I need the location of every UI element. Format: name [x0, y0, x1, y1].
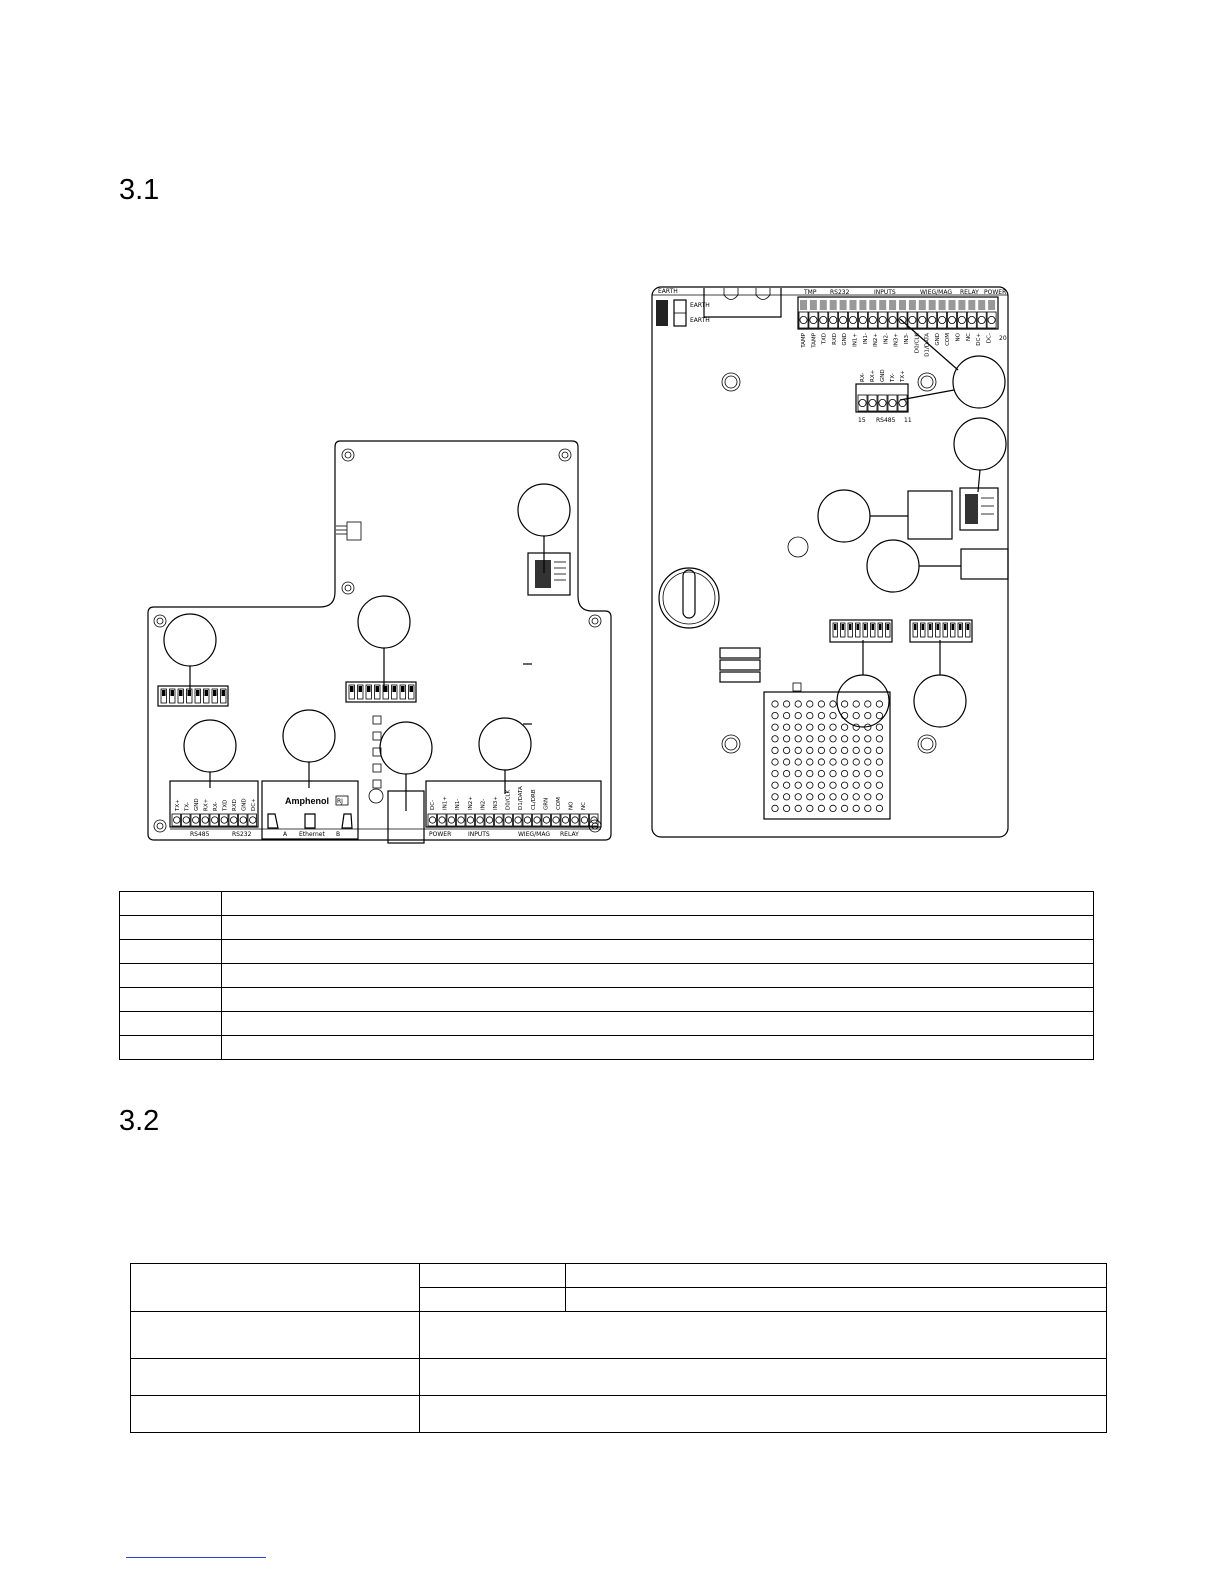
- terminal-label: GND: [934, 333, 941, 346]
- terminal-label: D1/DATA: [518, 786, 525, 810]
- svg-text:POWER: POWER: [984, 289, 1007, 296]
- right-board-holes: [722, 373, 936, 753]
- top-group-header: [652, 288, 1008, 296]
- terminal-label: DC+: [250, 798, 257, 811]
- terminal-label: TXD: [821, 333, 828, 345]
- terminal-label: NC: [965, 333, 972, 341]
- table-cell: [566, 1288, 1107, 1312]
- table-3-1: [119, 891, 1094, 1060]
- led-matrix: [764, 683, 890, 819]
- terminal-label: DC+: [976, 333, 983, 346]
- table-cell: [222, 1012, 1094, 1036]
- table-cell: [222, 940, 1094, 964]
- terminal-label: DC-: [986, 333, 993, 344]
- right-board-outline: [652, 287, 1008, 837]
- svg-text:TMP: TMP: [804, 289, 817, 296]
- terminal-label: RXD: [831, 333, 838, 345]
- svg-text:RELAY: RELAY: [560, 831, 579, 838]
- table-row: [131, 1359, 1107, 1396]
- table-cell: [120, 1036, 222, 1060]
- svg-text:WIEG/MAG: WIEG/MAG: [518, 831, 550, 838]
- svg-text:20: 20: [999, 335, 1007, 342]
- table-cell: [120, 964, 222, 988]
- svg-text:Ethernet: Ethernet: [299, 831, 325, 838]
- table-cell: [222, 988, 1094, 1012]
- terminal-label: IN1-: [862, 333, 869, 345]
- terminal-label: TX+: [174, 799, 181, 811]
- terminal-label: IN1-: [455, 798, 462, 810]
- table-cell: [420, 1312, 1107, 1359]
- table-row: [120, 1012, 1094, 1036]
- table-cell: [420, 1359, 1107, 1396]
- terminal-label: IN3-: [904, 333, 910, 345]
- svg-text:11: 11: [904, 417, 912, 424]
- table-cell: [120, 1012, 222, 1036]
- table-row: [120, 892, 1094, 916]
- dip-switch-center: [346, 682, 416, 702]
- coin-battery: [659, 568, 719, 628]
- table-cell: [120, 916, 222, 940]
- terminal-label: TAMP: [811, 333, 818, 348]
- svg-text:RJ: RJ: [337, 798, 343, 805]
- svg-text:WIEG/MAG: WIEG/MAG: [920, 289, 952, 296]
- terminal-label: GND: [241, 798, 248, 811]
- table-row: [120, 940, 1094, 964]
- mounting-holes: [154, 449, 601, 832]
- terminal-label: IN3+: [493, 796, 499, 810]
- dip-switch-left: [158, 686, 228, 706]
- svg-text:EARTH: EARTH: [658, 288, 678, 295]
- footer-link-underline[interactable]: [126, 1557, 266, 1559]
- dip-switch-right-a: [830, 620, 892, 642]
- terminal-label: GND: [193, 798, 200, 811]
- table-row: [120, 988, 1094, 1012]
- svg-text:15: 15: [858, 417, 866, 424]
- terminal-label: RX+: [203, 798, 210, 811]
- svg-text:B: B: [336, 831, 341, 838]
- terminal-label: GRN: [543, 797, 550, 810]
- svg-text:RS232: RS232: [830, 289, 850, 296]
- terminal-block-right: [426, 781, 601, 827]
- table-row: [131, 1312, 1107, 1359]
- table-cell: [420, 1396, 1107, 1433]
- svg-text:INPUTS: INPUTS: [468, 831, 490, 838]
- terminal-label: RX+: [870, 369, 876, 382]
- svg-text:RS232: RS232: [232, 831, 252, 838]
- terminal-label: DC-: [430, 799, 436, 810]
- table-cell: [222, 1036, 1094, 1060]
- callout-circles-left: [164, 484, 570, 811]
- table-cell: [120, 940, 222, 964]
- svg-text:EARTH: EARTH: [690, 317, 710, 324]
- section-heading-3-2: 3.2: [119, 1105, 160, 1137]
- amphenol-brand: Amphenol: [285, 796, 329, 806]
- svg-text:RELAY: RELAY: [960, 289, 979, 296]
- terminal-label: NC: [581, 802, 588, 810]
- left-board-drawing: [140, 436, 620, 856]
- svg-text:INPUTS: INPUTS: [874, 289, 896, 296]
- terminal-label: NO: [568, 801, 575, 810]
- terminal-label: IN2-: [883, 333, 890, 345]
- terminal-label: IN1+: [442, 796, 449, 810]
- terminal-label: IN1+: [852, 333, 859, 347]
- table-cell: [120, 892, 222, 916]
- terminal-label: D0/CLK: [914, 333, 921, 354]
- terminal-label: IN2+: [467, 796, 474, 810]
- table-3-2: [130, 1263, 1107, 1433]
- dip-switch-right-b: [910, 620, 972, 642]
- section-heading-3-1: 3.1: [119, 174, 160, 206]
- earth-terminal: [656, 300, 710, 326]
- terminal-label: TX-: [890, 373, 896, 382]
- terminal-label: GND: [842, 333, 849, 346]
- terminal-label: COM: [945, 333, 952, 346]
- table-row: [131, 1264, 1107, 1288]
- table-cell: [420, 1264, 566, 1288]
- terminal-label: IN2+: [873, 333, 880, 347]
- svg-text:POWER: POWER: [429, 831, 452, 838]
- terminal-label: CL/DRB: [530, 789, 537, 810]
- svg-text:RS485: RS485: [190, 831, 210, 838]
- terminal-label: TAMP: [801, 333, 807, 348]
- bottom-group-bar: [170, 829, 601, 838]
- table-cell: [420, 1288, 566, 1312]
- svg-text:A: A: [283, 831, 288, 838]
- svg-text:RS485: RS485: [876, 417, 896, 424]
- terminal-label: RX-: [212, 801, 219, 811]
- terminal-label: GND: [880, 369, 886, 382]
- rs485-terminal: [856, 369, 912, 424]
- terminal-label: D1/DATA: [924, 333, 931, 357]
- terminal-label: RX-: [860, 372, 866, 382]
- table-row: [120, 964, 1094, 988]
- table-row: [120, 1036, 1094, 1060]
- terminal-label: IN2-: [480, 798, 487, 810]
- terminal-label: IN3+: [893, 333, 900, 347]
- terminal-block-left: [170, 781, 258, 827]
- terminal-label: TXD: [222, 799, 229, 811]
- sd-card-slot-right: [960, 488, 998, 530]
- table-cell: [222, 892, 1094, 916]
- terminal-label: RXD: [231, 799, 238, 811]
- table-cell: [566, 1264, 1107, 1288]
- table-cell: [120, 988, 222, 1012]
- side-rails: [720, 648, 760, 682]
- table-cell: [222, 916, 1094, 940]
- top-terminal-strip: [798, 297, 1007, 357]
- table-cell: [131, 1396, 420, 1433]
- table-cell: [131, 1359, 420, 1396]
- terminal-label: D0/CLK: [505, 789, 512, 810]
- terminal-label: NO: [955, 333, 962, 342]
- sd-card-slot: [528, 553, 570, 595]
- right-board-drawing: [648, 282, 1013, 842]
- svg-text:EARTH: EARTH: [690, 302, 710, 309]
- table-cell: [131, 1312, 420, 1359]
- table-row: [120, 916, 1094, 940]
- table-cell: [222, 964, 1094, 988]
- terminal-label: TX-: [184, 802, 191, 811]
- table-cell: [131, 1264, 420, 1312]
- table-row: [131, 1396, 1107, 1433]
- terminal-label: TX+: [900, 370, 906, 382]
- terminal-label: COM: [556, 797, 562, 810]
